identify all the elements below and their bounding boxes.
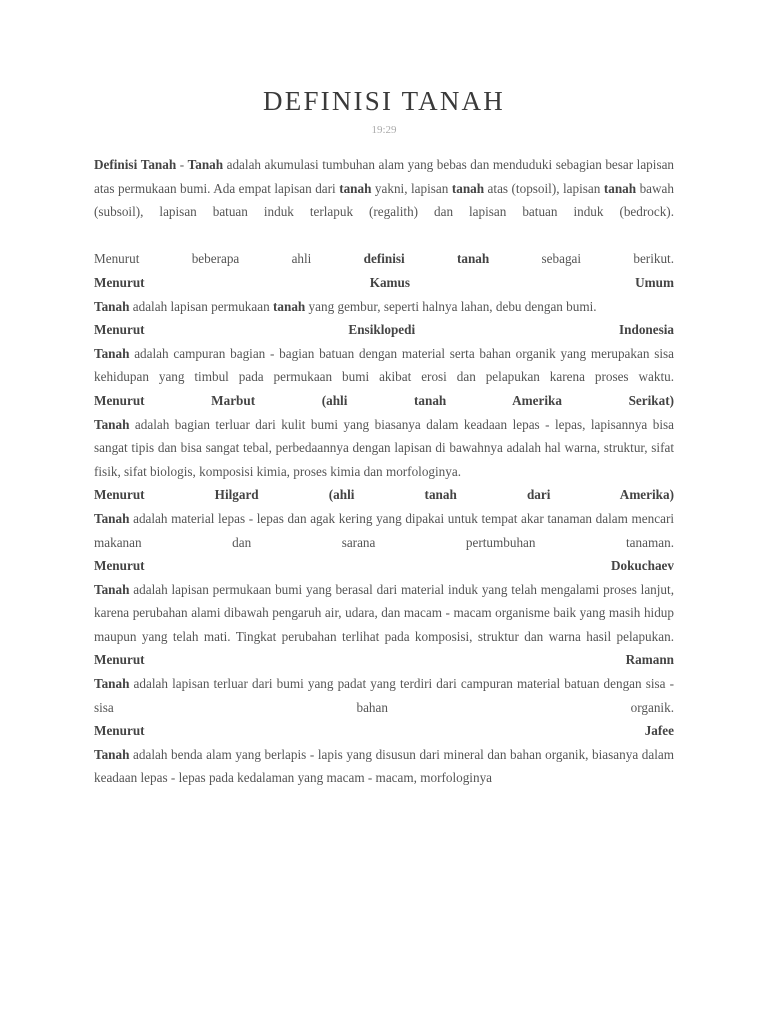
post-title: DEFINISI TANAH <box>263 86 505 116</box>
heading-text: Menurut Ensiklopedi Indonesia <box>94 322 674 338</box>
term: Tanah <box>94 298 130 314</box>
bold-word: definisi <box>363 251 405 267</box>
heading-text: Menurut Ramann <box>94 652 674 668</box>
post-body <box>94 153 674 790</box>
text: adalah campuran bagian - bagian batuan dengan material serta bahan organik yang merupakan sisa kehidupan yang timbul pada permukaan bumi akibat erosi dan pelapukan karena proses waktu. <box>94 345 674 385</box>
bold-word: tanah <box>456 251 490 267</box>
term: Tanah <box>94 510 130 526</box>
bold-word: tanah <box>339 180 372 196</box>
term: Tanah <box>94 345 130 361</box>
text: bawah (subsoil), lapisan batuan induk terlapuk (regalith) dan lapisan batuan induk (bedrock). <box>94 180 674 220</box>
term: tanah <box>273 298 306 314</box>
text: sebagai berikut. <box>489 251 675 267</box>
intro-paragraph <box>94 153 674 224</box>
section-text <box>94 507 674 554</box>
text: adalah benda alam yang berlapis - lapis yang disusun dari mineral dan bahan organik, biasanya dalam keadaan lepas - lepas pada kedalaman yang macam - macam, morfologinya <box>94 746 674 786</box>
text: adalah bagian terluar dari kulit bumi yang biasanya dalam keadaan lepas - lepas, lapisannya bisa sangat tipis dan bisa sangat tebal, perbedaannya dengan lapisan di bawahnya adalah hal warna, struktur, sifat fisik, sifat biologis, komposisi kimia, proses kimia dan morfologinya. <box>94 416 674 479</box>
heading-text: Menurut Hilgard (ahli tanah dari Amerika) <box>94 487 674 503</box>
section-heading <box>94 719 674 743</box>
post-time: 19:29 <box>371 124 397 136</box>
section-heading <box>94 554 674 578</box>
bold-word: tanah <box>451 180 485 196</box>
text: yang gembur, seperti halnya lahan, debu dengan bumi. <box>305 298 597 314</box>
text: yakni, lapisan <box>371 180 452 196</box>
term: Tanah <box>94 746 130 762</box>
term: Tanah <box>94 581 130 597</box>
text: Menurut beberapa ahli <box>94 251 364 267</box>
heading-text: Menurut Kamus Umum <box>94 274 674 290</box>
term: Tanah <box>94 416 130 432</box>
section-text <box>94 295 674 319</box>
section-heading <box>94 483 674 507</box>
dash: - <box>179 157 185 172</box>
bold-word: tanah <box>603 180 637 196</box>
text: adalah lapisan permukaan bumi yang berasal dari material induk yang telah mengalami proses lanjut, karena perubahan alami dibawah pengaruh air, udara, dan macam - macam organisme baik yang masih hidup maupun yang telah mati. Tingkat perubahan terlihat pada komposisi, struktur dan warna hasil pelapukan. <box>94 581 674 644</box>
text: adalah material lepas - lepas dan agak kering yang dipakai untuk tempat akar tanaman dalam mencari makanan dan sarana pertumbuhan tanaman. <box>94 510 674 550</box>
section-text <box>94 578 674 649</box>
section-heading <box>94 318 674 342</box>
section-heading <box>94 271 674 295</box>
lead-line <box>94 247 674 271</box>
text: atas (topsoil), lapisan <box>484 180 604 196</box>
bold-word: Definisi <box>94 157 138 172</box>
section-text <box>94 672 674 719</box>
section-text <box>94 413 674 484</box>
section-text <box>94 743 674 790</box>
heading-text: Menurut Jafee <box>94 723 674 739</box>
heading-text: Menurut Dokuchaev <box>94 558 674 574</box>
text: adalah akumulasi tumbuhan alam yang bebas dan menduduki sebagian besar lapisan atas permukaan bumi. Ada empat lapisan dari <box>94 157 675 196</box>
section-text <box>94 342 674 389</box>
heading-text: Menurut Marbut (ahli tanah Amerika Serikat) <box>94 392 674 408</box>
term: Tanah <box>94 676 130 692</box>
bold-word: Tanah <box>140 157 177 172</box>
text: adalah lapisan permukaan <box>129 298 273 314</box>
text: adalah lapisan terluar dari bumi yang padat yang terdiri dari campuran material batuan dengan sisa - sisa bahan organik. <box>94 676 674 715</box>
section-heading <box>94 389 674 413</box>
section-heading <box>94 648 674 672</box>
bold-word: Tanah <box>187 157 224 172</box>
